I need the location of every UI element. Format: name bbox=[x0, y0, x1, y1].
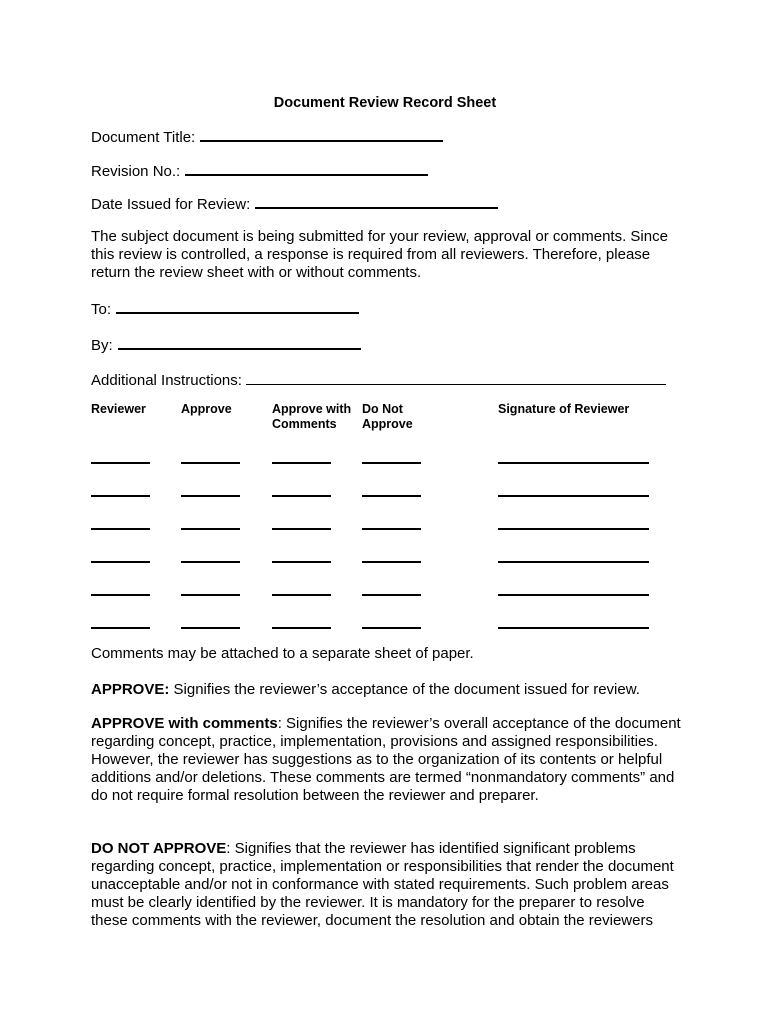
additional-instructions-blank[interactable] bbox=[246, 370, 666, 385]
blank-line-signature-row-5[interactable] bbox=[498, 594, 649, 596]
blank-line-do-not-approve-row-5[interactable] bbox=[362, 594, 421, 596]
revision-label: Revision No.: bbox=[91, 163, 181, 180]
blank-line-do-not-approve-row-6[interactable] bbox=[362, 627, 421, 629]
to-field bbox=[91, 298, 359, 320]
header-approve-with-comments: Approve with Comments bbox=[272, 402, 352, 431]
blank-line-approve-with-comments-row-3[interactable] bbox=[272, 528, 331, 530]
by-blank[interactable] bbox=[118, 334, 361, 350]
blank-line-approve-with-comments-row-4[interactable] bbox=[272, 561, 331, 563]
blank-line-approve-row-5[interactable] bbox=[181, 594, 240, 596]
additional-instructions-label: Additional Instructions: bbox=[91, 372, 242, 389]
blank-line-approve-with-comments-row-2[interactable] bbox=[272, 495, 331, 497]
blank-line-do-not-approve-row-2[interactable] bbox=[362, 495, 421, 497]
blank-line-reviewer-row-3[interactable] bbox=[91, 528, 150, 530]
document-title-field bbox=[91, 126, 443, 148]
blank-line-reviewer-row-5[interactable] bbox=[91, 594, 150, 596]
blank-line-reviewer-row-4[interactable] bbox=[91, 561, 150, 563]
blank-line-approve-with-comments-row-1[interactable] bbox=[272, 462, 331, 464]
definition-do-not-approve: DO NOT APPROVE: Signifies that the reviewer has identified significant problems regarding concept, practice, implementation or responsibilities that render the document unacceptable and/or not in conformance with stated requirements. Such problem areas must be clearly identified by the reviewer. It is mandatory for the preparer to resolve these comments with the reviewer, document the resolution and obtain the reviewers bbox=[91, 840, 674, 929]
date-issued-label: Date Issued for Review: bbox=[91, 196, 251, 213]
header-reviewer: Reviewer bbox=[91, 402, 146, 416]
by-field bbox=[91, 334, 361, 356]
blank-line-signature-row-4[interactable] bbox=[498, 561, 649, 563]
revision-blank[interactable] bbox=[185, 160, 428, 176]
term-approve-with-comments: APPROVE with comments bbox=[91, 715, 278, 732]
revision-field bbox=[91, 160, 428, 182]
blank-line-signature-row-3[interactable] bbox=[498, 528, 649, 530]
document-title-blank[interactable] bbox=[200, 126, 443, 142]
blank-line-approve-with-comments-row-5[interactable] bbox=[272, 594, 331, 596]
term-approve: APPROVE: bbox=[91, 681, 170, 698]
blank-line-reviewer-row-2[interactable] bbox=[91, 495, 150, 497]
page-title: Document Review Record Sheet bbox=[273, 95, 497, 111]
header-signature: Signature of Reviewer bbox=[498, 402, 630, 416]
blank-line-approve-row-2[interactable] bbox=[181, 495, 240, 497]
definition-approve: APPROVE: Signifies the reviewer’s acceptance of the document issued for review. bbox=[91, 681, 640, 698]
blank-line-approve-row-3[interactable] bbox=[181, 528, 240, 530]
header-approve: Approve bbox=[181, 402, 232, 416]
intro-paragraph: The subject document is being submitted for your review, approval or comments. Since this review is controlled, a response is required from all reviewers. Therefore, please return the review sheet with or without comments. bbox=[91, 228, 668, 281]
blank-line-signature-row-1[interactable] bbox=[498, 462, 649, 464]
blank-line-approve-with-comments-row-6[interactable] bbox=[272, 627, 331, 629]
blank-line-do-not-approve-row-3[interactable] bbox=[362, 528, 421, 530]
blank-line-do-not-approve-row-1[interactable] bbox=[362, 462, 421, 464]
by-label: By: bbox=[91, 337, 113, 354]
document-title-label: Document Title: bbox=[91, 129, 196, 146]
blank-line-approve-row-4[interactable] bbox=[181, 561, 240, 563]
comments-note: Comments may be attached to a separate sheet of paper. bbox=[91, 645, 474, 662]
date-issued-blank[interactable] bbox=[255, 193, 498, 209]
definition-approve-with-comments: APPROVE with comments: Signifies the reviewer’s overall acceptance of the document regarding concept, practice, implementation, provisions and assigned responsibilities. However, the reviewer has suggestions as to the organization of its contents or helpful additions and/or deletions. These comments are termed “nonmandatory comments” and do not require formal resolution between the reviewer and preparer. bbox=[91, 715, 681, 804]
blank-line-approve-row-6[interactable] bbox=[181, 627, 240, 629]
additional-instructions-field bbox=[91, 370, 666, 391]
term-do-not-approve: DO NOT APPROVE bbox=[91, 840, 227, 857]
blank-line-signature-row-6[interactable] bbox=[498, 627, 649, 629]
date-issued-field bbox=[91, 193, 498, 215]
header-do-not-approve: Do Not Approve bbox=[362, 402, 413, 431]
blank-line-do-not-approve-row-4[interactable] bbox=[362, 561, 421, 563]
blank-line-approve-row-1[interactable] bbox=[181, 462, 240, 464]
blank-line-reviewer-row-1[interactable] bbox=[91, 462, 150, 464]
blank-line-signature-row-2[interactable] bbox=[498, 495, 649, 497]
blank-line-reviewer-row-6[interactable] bbox=[91, 627, 150, 629]
to-label: To: bbox=[91, 301, 112, 318]
to-blank[interactable] bbox=[116, 298, 359, 314]
